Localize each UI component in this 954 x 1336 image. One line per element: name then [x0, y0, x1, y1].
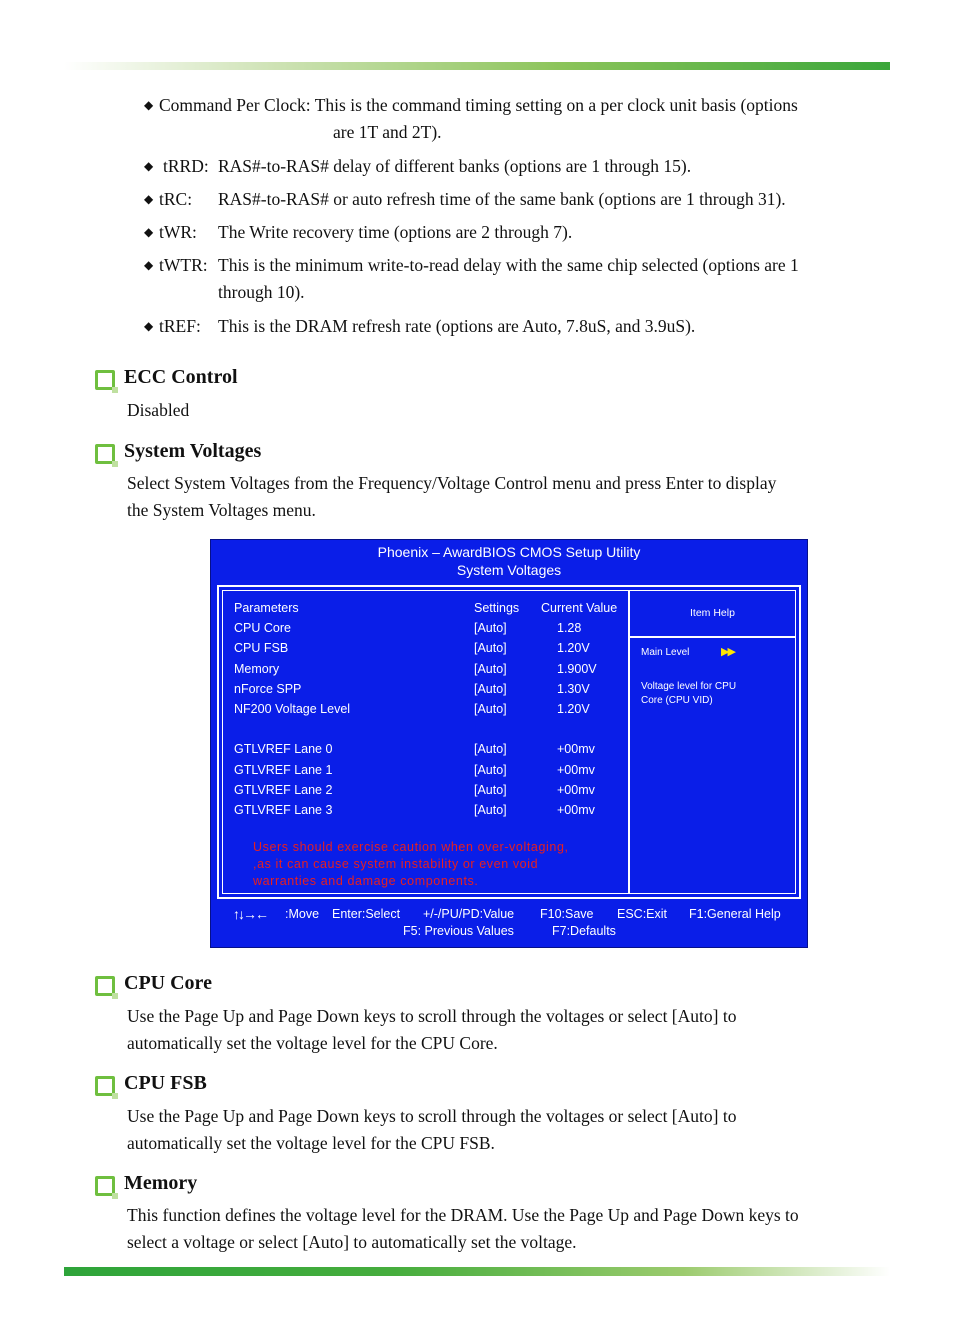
bullet-desc: RAS#-to-RAS# or auto refresh time of the same bank (options are 1 through 31).	[218, 189, 786, 209]
bullet-icon: ◆	[144, 319, 154, 333]
footer-move: :Move	[285, 907, 320, 921]
footer-save: F10:Save	[540, 907, 594, 921]
section-body: Use the Page Up and Page Down keys to scroll through the voltages or select [Auto] to	[127, 1006, 737, 1026]
help-main-level: Main Level	[641, 647, 690, 658]
bullet-desc: This is the minimum write-to-read delay with the same chip selected (options are 1	[218, 255, 799, 275]
bios-row-setting[interactable]: [Auto]	[474, 803, 507, 817]
bios-row-value: 1.20V	[557, 702, 590, 716]
bios-main-frame	[217, 585, 801, 899]
bios-row-param[interactable]: GTLVREF Lane 2	[234, 783, 333, 797]
checkbox-icon	[95, 370, 115, 390]
section-title-ecc: ECC Control	[124, 366, 238, 388]
footer-previous: F5: Previous Values	[403, 924, 514, 938]
section-body: automatically set the voltage level for the CPU Core.	[127, 1033, 498, 1053]
bullet-term: tWTR:	[159, 255, 208, 275]
bios-divider	[629, 636, 795, 638]
bios-row-value: +00mv	[557, 742, 595, 756]
bios-row-param[interactable]: GTLVREF Lane 1	[234, 763, 333, 777]
bios-row-value: 1.900V	[557, 662, 597, 676]
section-body: Use the Page Up and Page Down keys to scroll through the voltages or select [Auto] to	[127, 1106, 737, 1126]
section-title-memory: Memory	[124, 1172, 198, 1194]
bios-row-param[interactable]: GTLVREF Lane 0	[234, 742, 333, 756]
bullet-term: tRRD:	[163, 156, 209, 176]
bios-row-setting[interactable]: [Auto]	[474, 682, 507, 696]
section-body: This function defines the voltage level for the DRAM. Use the Page Up and Page Down keys to	[127, 1205, 799, 1225]
bios-row-setting[interactable]: [Auto]	[474, 621, 507, 635]
bios-row-param[interactable]: NF200 Voltage Level	[234, 702, 351, 716]
section-title-cpu-fsb: CPU FSB	[124, 1072, 207, 1094]
bios-subtitle: System Voltages	[456, 562, 562, 578]
col-header-parameters: Parameters	[234, 601, 299, 615]
section-body: the System Voltages menu.	[127, 500, 316, 520]
checkbox-icon	[95, 1176, 115, 1196]
help-desc: Core (CPU VID)	[641, 695, 713, 706]
bullet-desc: The Write recovery time (options are 2 through 7).	[218, 222, 573, 242]
footer-defaults: F7:Defaults	[552, 924, 616, 938]
checkbox-icon	[95, 444, 115, 464]
bios-row-setting[interactable]: [Auto]	[474, 641, 507, 655]
bios-row-param[interactable]: GTLVREF Lane 3	[234, 803, 333, 817]
bios-row-value: 1.20V	[557, 641, 590, 655]
bios-row-value: 1.28	[557, 621, 582, 635]
section-body-ecc: Disabled	[127, 400, 190, 420]
footer-help: F1:General Help	[689, 907, 781, 921]
section-title-system-voltages: System Voltages	[124, 440, 262, 462]
bullet-term: tREF:	[159, 316, 201, 336]
bios-row-value: 1.30V	[557, 682, 590, 696]
bullet-icon: ◆	[144, 159, 154, 173]
bullet-desc-cont: through 10).	[218, 282, 305, 302]
checkbox-icon	[95, 1076, 115, 1096]
fast-forward-icon: ▶▶	[721, 646, 734, 658]
bios-row-param[interactable]: nForce SPP	[234, 682, 302, 696]
section-body: select a voltage or select [Auto] to automatically set the voltage.	[127, 1232, 577, 1252]
help-desc: Voltage level for CPU	[641, 681, 737, 692]
bios-row-value: +00mv	[557, 763, 595, 777]
bios-row-setting[interactable]: [Auto]	[474, 742, 507, 756]
bullet-desc: RAS#-to-RAS# delay of different banks (options are 1 through 15).	[218, 156, 692, 176]
bullet-term: tRC:	[159, 189, 193, 209]
item-help-title: Item Help	[690, 607, 735, 619]
arrow-keys-icon: ↑↓→←	[233, 906, 267, 922]
bios-title: Phoenix – AwardBIOS CMOS Setup Utility	[377, 544, 641, 560]
bullet-icon: ◆	[144, 258, 154, 272]
footer-exit: ESC:Exit	[617, 907, 668, 921]
checkbox-icon	[95, 976, 115, 996]
bios-row-setting[interactable]: [Auto]	[474, 702, 507, 716]
bios-row-param[interactable]: CPU FSB	[234, 641, 289, 655]
header-rule	[64, 62, 890, 70]
footer-rule	[64, 1267, 890, 1276]
bullet-icon: ◆	[144, 225, 154, 239]
bios-row-param[interactable]: Memory	[234, 662, 280, 676]
footer-enter: Enter:Select	[332, 907, 401, 921]
bios-warning: Users should exercise caution when over-voltaging, ,as it can cause system instability or even void warranties and damage components.	[253, 840, 569, 888]
bios-row-setting[interactable]: [Auto]	[474, 783, 507, 797]
bios-screen	[210, 539, 808, 948]
bios-row-value: +00mv	[557, 803, 595, 817]
section-title-cpu-core: CPU Core	[124, 972, 212, 994]
bios-row-value: +00mv	[557, 783, 595, 797]
bullet-icon: ◆	[144, 98, 154, 112]
bullet-term: tWR:	[159, 222, 197, 242]
section-body: automatically set the voltage level for the CPU FSB.	[127, 1133, 495, 1153]
bullet-icon: ◆	[144, 192, 154, 206]
col-header-settings: Settings	[474, 601, 520, 615]
footer-value: +/-/PU/PD:Value	[423, 907, 515, 921]
bullet-desc: This is the DRAM refresh rate (options are Auto, 7.8uS, and 3.9uS).	[218, 316, 696, 336]
bullet-text-cont: are 1T and 2T).	[333, 122, 442, 142]
bullet-text: Command Per Clock: This is the command timing setting on a per clock unit basis (options	[159, 95, 798, 115]
bios-row-setting[interactable]: [Auto]	[474, 763, 507, 777]
col-header-current-value: Current Value	[541, 601, 618, 615]
bios-row-setting[interactable]: [Auto]	[474, 662, 507, 676]
section-body: Select System Voltages from the Frequency/Voltage Control menu and press Enter to display	[127, 473, 777, 493]
bios-row-param[interactable]: CPU Core	[234, 621, 291, 635]
